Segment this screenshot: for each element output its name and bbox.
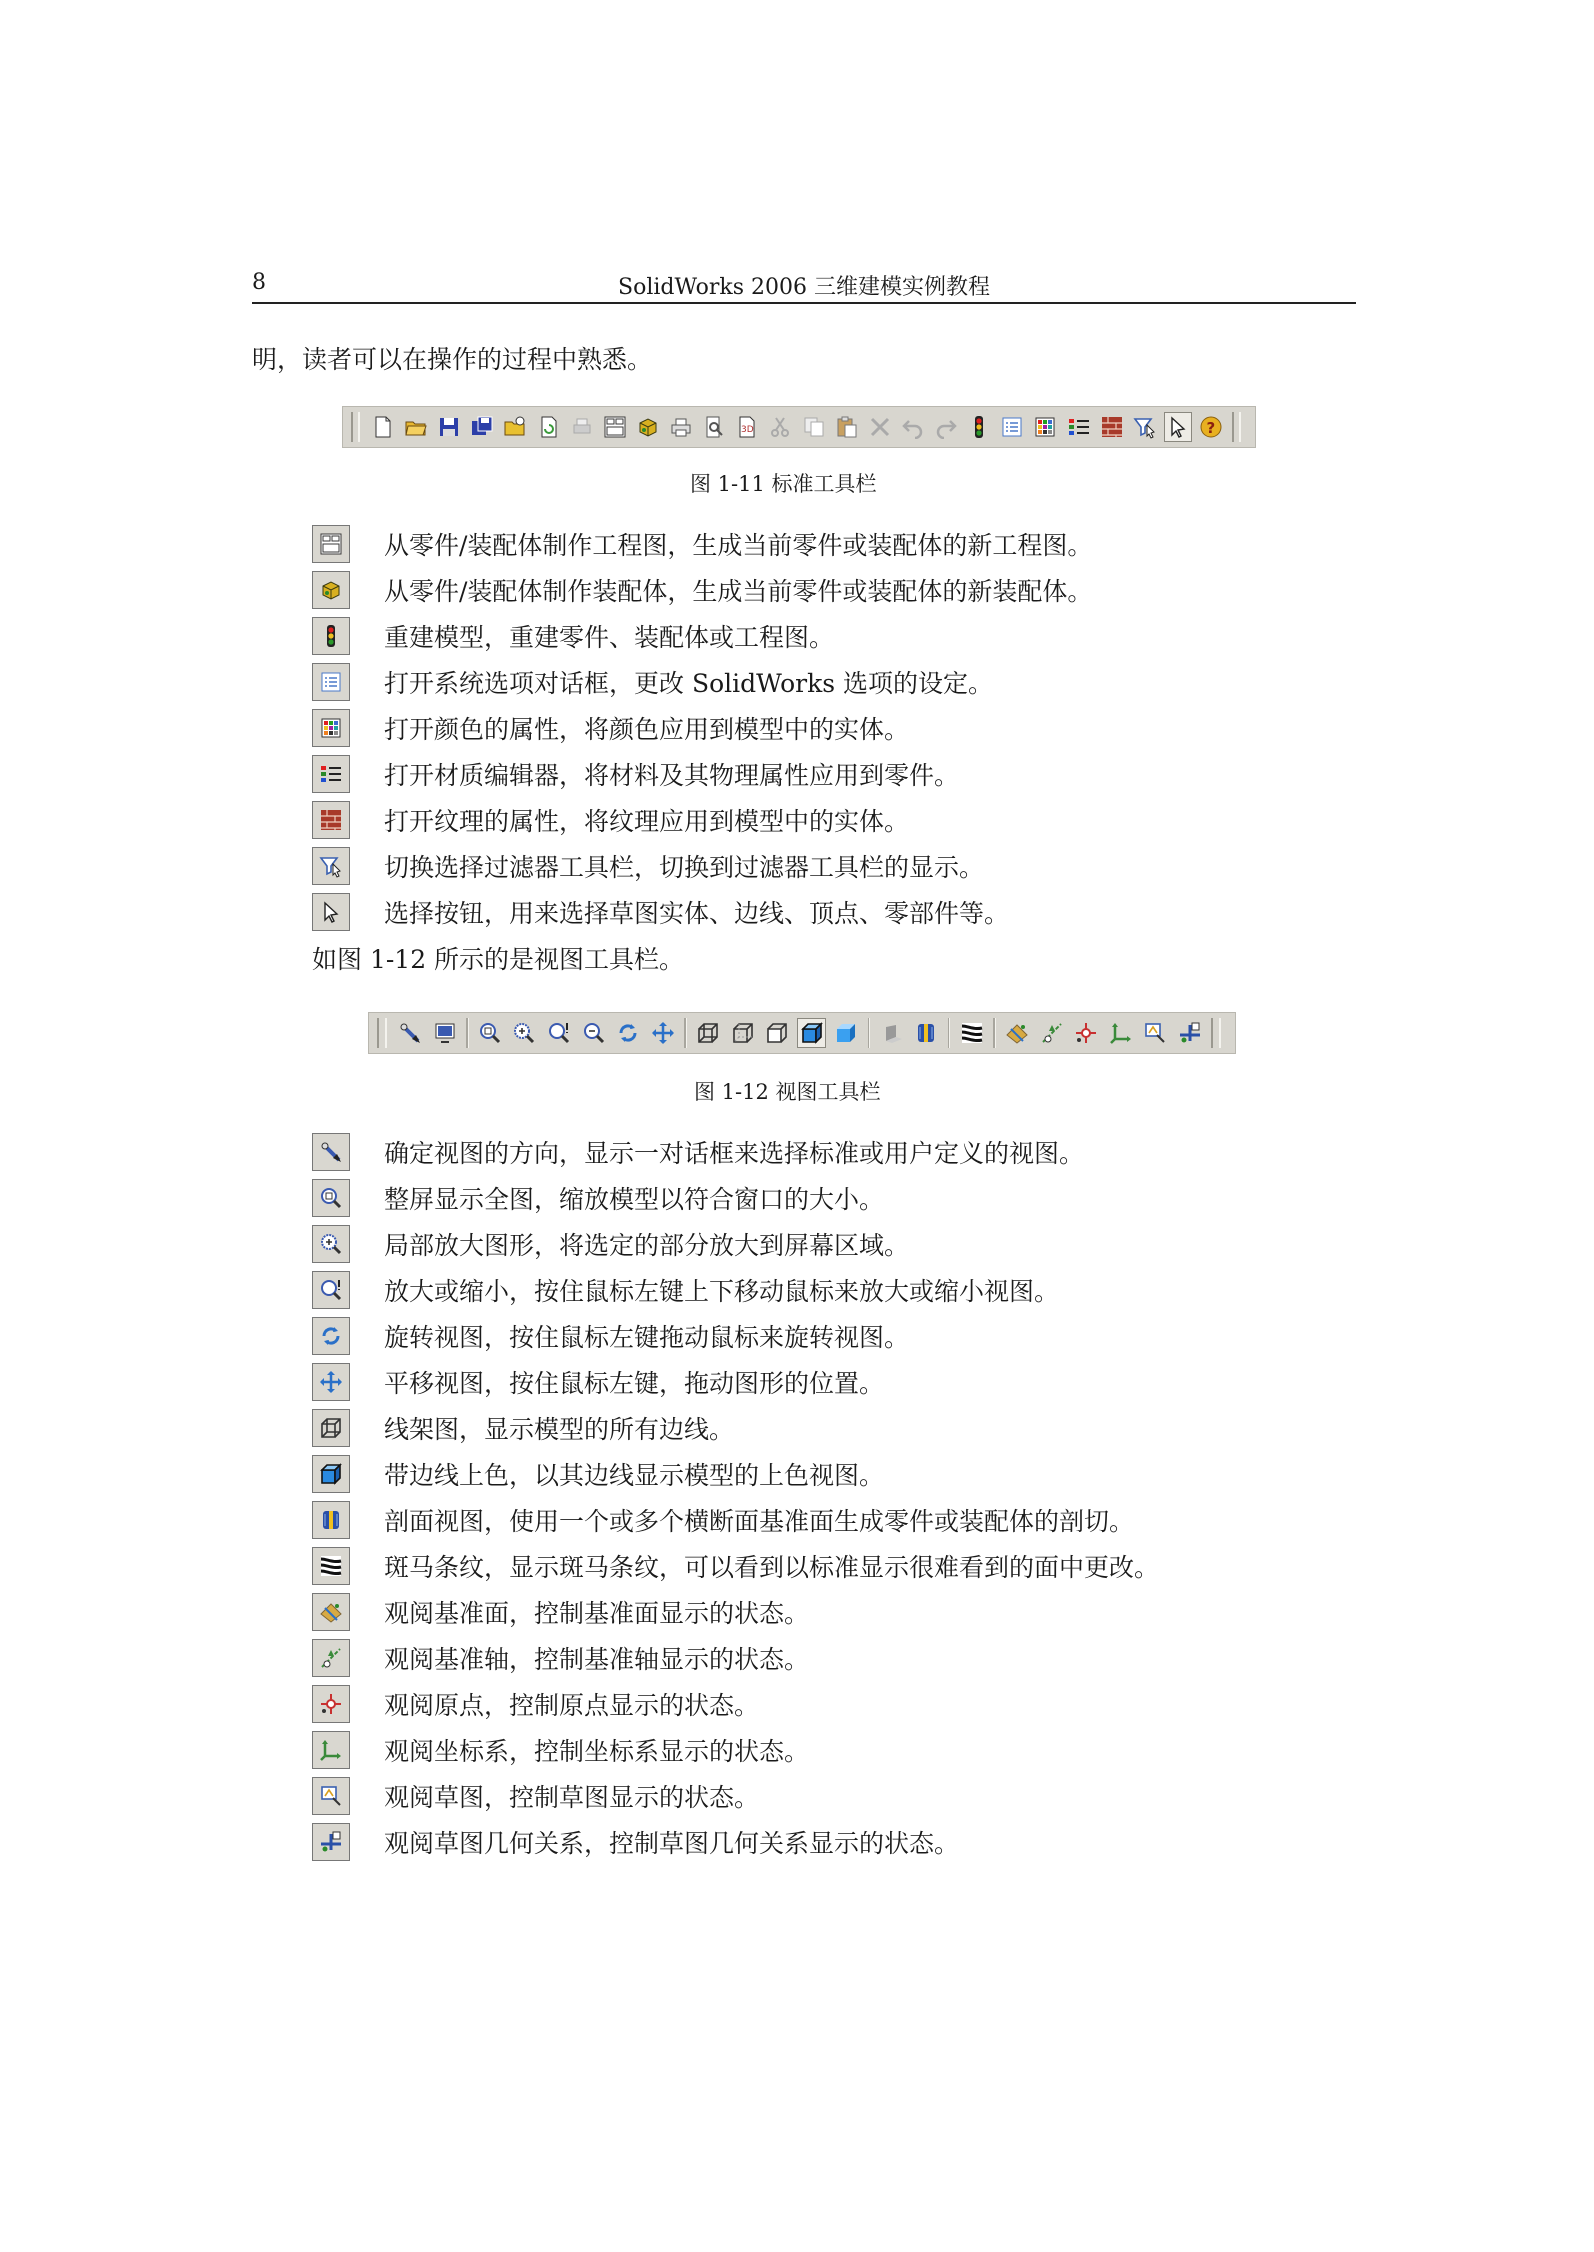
- copy-button[interactable]: [801, 413, 826, 441]
- rebuild-icon: [312, 617, 350, 655]
- shadows-button[interactable]: [878, 1019, 905, 1047]
- make-drawing-icon: [312, 525, 350, 563]
- legend-item: [312, 1682, 759, 1726]
- print-icon: [669, 415, 693, 439]
- previous-view-icon: [433, 1021, 457, 1045]
- legend-item: [312, 706, 909, 750]
- view-planes-icon: [312, 1593, 350, 1631]
- redo-icon: [934, 415, 958, 439]
- 3d-instant-icon: [735, 415, 759, 439]
- hidden-lines-removed-button[interactable]: [764, 1019, 791, 1047]
- cut-icon: [768, 415, 792, 439]
- legend-item: [312, 614, 834, 658]
- figure-caption-1-11: 图 1-11 标准工具栏: [690, 472, 877, 496]
- legend-item: [312, 1820, 959, 1864]
- undo-button[interactable]: [900, 413, 925, 441]
- delete-icon: [868, 415, 892, 439]
- open-folder-icon: [404, 415, 428, 439]
- standard-toolbar: [342, 406, 1256, 448]
- rotate-view-button[interactable]: [615, 1019, 642, 1047]
- edit-material-button[interactable]: [1066, 413, 1091, 441]
- legend-description: 放大或缩小，按住鼠标左键上下移动鼠标来放大或缩小视图。: [384, 1277, 1060, 1306]
- pan-view-icon: [651, 1021, 675, 1045]
- view-axes-icon: [1040, 1021, 1064, 1045]
- legend-item: [312, 752, 959, 796]
- open-recent-icon: [503, 415, 527, 439]
- delete-button[interactable]: [867, 413, 892, 441]
- make-drawing-button[interactable]: [602, 413, 627, 441]
- edit-material-icon: [312, 755, 350, 793]
- rebuild-button[interactable]: [967, 413, 992, 441]
- view-axes-icon: [312, 1639, 350, 1677]
- print-button[interactable]: [669, 413, 694, 441]
- print-disabled-button[interactable]: [569, 413, 594, 441]
- edit-texture-icon: [1100, 415, 1124, 439]
- zoom-to-fit-icon: [478, 1021, 502, 1045]
- legend-description: 观阅草图几何关系，控制草图几何关系显示的状态。: [384, 1829, 960, 1858]
- section-view-icon: [914, 1021, 938, 1045]
- zoom-to-fit-icon: [312, 1179, 350, 1217]
- legend-description: 观阅基准轴，控制基准轴显示的状态。: [384, 1645, 810, 1674]
- rotate-view-icon: [312, 1317, 350, 1355]
- view-orientation-icon: [312, 1133, 350, 1171]
- zoom-in-out-icon: [547, 1021, 571, 1045]
- legend-description: 打开纹理的属性，将纹理应用到模型中的实体。: [384, 807, 910, 836]
- refresh-document-icon: [537, 415, 561, 439]
- edit-material-icon: [1067, 415, 1091, 439]
- new-document-button[interactable]: [370, 413, 395, 441]
- legend-item: [312, 890, 1009, 934]
- legend-item: [312, 1406, 734, 1450]
- legend-description: 从零件/装配体制作装配体，生成当前零件或装配体的新装配体。: [384, 577, 1093, 606]
- view-planes-button[interactable]: [1004, 1019, 1031, 1047]
- view-sketches-button[interactable]: [1142, 1019, 1169, 1047]
- options-button[interactable]: [1000, 413, 1025, 441]
- save-all-button[interactable]: [470, 413, 495, 441]
- options-icon: [312, 663, 350, 701]
- legend-description: 旋转视图，按住鼠标左键拖动鼠标来旋转视图。: [384, 1323, 910, 1352]
- legend-item: [312, 1360, 884, 1404]
- legend-item: [312, 568, 1092, 612]
- zoom-to-area-icon: [312, 1225, 350, 1263]
- select-arrow-icon: [312, 893, 350, 931]
- view-sketches-icon: [1143, 1021, 1167, 1045]
- toolbar-separator: [868, 1018, 871, 1048]
- shaded-icon: [834, 1021, 858, 1045]
- svg-text:?: ?: [1206, 419, 1216, 437]
- legend-description: 确定视图的方向，显示一对话框来选择标准或用户定义的视图。: [384, 1139, 1085, 1168]
- make-assembly-icon: [636, 415, 660, 439]
- toolbar-end-grip: [1232, 412, 1241, 442]
- view-toolbar-intro: 如图 1-12 所示的是视图工具栏。: [312, 945, 685, 974]
- wireframe-icon: [312, 1409, 350, 1447]
- zoom-to-selection-icon: [582, 1021, 606, 1045]
- page-number: 8: [252, 270, 266, 295]
- edit-color-icon: [1033, 415, 1057, 439]
- view-orientation-button[interactable]: [397, 1019, 424, 1047]
- figure-caption-1-12: 图 1-12 视图工具栏: [694, 1080, 881, 1104]
- shaded-with-edges-icon: [312, 1455, 350, 1493]
- view-planes-icon: [1005, 1021, 1029, 1045]
- legend-item: [312, 1636, 809, 1680]
- paste-icon: [835, 415, 859, 439]
- view-origins-icon: [312, 1685, 350, 1723]
- help-icon: [1199, 415, 1223, 439]
- view-sketch-relations-icon: [312, 1823, 350, 1861]
- edit-color-icon: [312, 709, 350, 747]
- zoom-to-fit-button[interactable]: [477, 1019, 504, 1047]
- save-disk-button[interactable]: [437, 413, 462, 441]
- legend-item: [312, 1130, 1084, 1174]
- legend-item: [312, 1222, 909, 1266]
- section-view-icon: [312, 1501, 350, 1539]
- view-origins-button[interactable]: [1073, 1019, 1100, 1047]
- legend-item: [312, 522, 1092, 566]
- view-toolbar: [368, 1012, 1236, 1054]
- print-disabled-icon: [570, 415, 594, 439]
- copy-icon: [802, 415, 826, 439]
- view-coordinate-systems-icon: [312, 1731, 350, 1769]
- select-arrow-icon: [1166, 415, 1190, 439]
- legend-description: 打开系统选项对话框，更改 SolidWorks 选项的设定。: [384, 669, 994, 698]
- legend-item: [312, 1268, 1059, 1312]
- wireframe-button[interactable]: [695, 1019, 722, 1047]
- view-origins-icon: [1074, 1021, 1098, 1045]
- zebra-stripes-icon: [312, 1547, 350, 1585]
- select-arrow-button[interactable]: [1165, 413, 1190, 441]
- legend-description: 整屏显示全图，缩放模型以符合窗口的大小。: [384, 1185, 885, 1214]
- pan-view-button[interactable]: [649, 1019, 676, 1047]
- legend-description: 线架图，显示模型的所有边线。: [384, 1415, 735, 1444]
- legend-item: [312, 660, 993, 704]
- previous-view-button[interactable]: [431, 1019, 458, 1047]
- redo-button[interactable]: [934, 413, 959, 441]
- shaded-with-edges-icon: [800, 1021, 824, 1045]
- cut-button[interactable]: [768, 413, 793, 441]
- print-preview-icon: [702, 415, 726, 439]
- selection-filter-icon: [312, 847, 350, 885]
- selection-filter-button[interactable]: [1132, 413, 1157, 441]
- open-recent-button[interactable]: [503, 413, 528, 441]
- selection-filter-icon: [1133, 415, 1157, 439]
- make-drawing-icon: [603, 415, 627, 439]
- legend-item: [312, 1590, 809, 1634]
- wireframe-icon: [696, 1021, 720, 1045]
- edit-color-button[interactable]: [1033, 413, 1058, 441]
- refresh-document-button[interactable]: [536, 413, 561, 441]
- hidden-lines-visible-button[interactable]: [729, 1019, 756, 1047]
- zebra-stripes-icon: [960, 1021, 984, 1045]
- legend-description: 平移视图，按住鼠标左键，拖动图形的位置。: [384, 1369, 885, 1398]
- view-sketch-relations-button[interactable]: [1177, 1019, 1204, 1047]
- paste-button[interactable]: [834, 413, 859, 441]
- shaded-with-edges-button[interactable]: [798, 1019, 825, 1047]
- legend-item: [312, 1176, 884, 1220]
- save-disk-icon: [437, 415, 461, 439]
- zoom-to-area-icon: [512, 1021, 536, 1045]
- legend-item: [312, 1314, 909, 1358]
- edit-texture-button[interactable]: [1099, 413, 1124, 441]
- toolbar-grip[interactable]: [351, 412, 360, 442]
- print-preview-button[interactable]: [702, 413, 727, 441]
- zoom-to-area-button[interactable]: [511, 1019, 538, 1047]
- legend-description: 斑马条纹，显示斑马条纹，可以看到以标准显示很难看到的面中更改。: [384, 1553, 1160, 1582]
- legend-item: [312, 798, 909, 842]
- running-title: SolidWorks 2006 三维建模实例教程: [618, 275, 990, 300]
- options-icon: [1000, 415, 1024, 439]
- legend-item: [312, 1452, 884, 1496]
- zoom-to-selection-button[interactable]: [580, 1019, 607, 1047]
- legend-description: 选择按钮，用来选择草图实体、边线、顶点、零部件等。: [384, 899, 1010, 928]
- shadows-icon: [880, 1021, 904, 1045]
- view-coordinate-systems-button[interactable]: [1108, 1019, 1135, 1047]
- legend-description: 观阅草图，控制草图显示的状态。: [384, 1783, 760, 1812]
- open-folder-button[interactable]: [404, 413, 429, 441]
- legend-description: 打开颜色的属性，将颜色应用到模型中的实体。: [384, 715, 910, 744]
- legend-description: 观阅坐标系，控制坐标系显示的状态。: [384, 1737, 810, 1766]
- zoom-in-out-button[interactable]: [546, 1019, 573, 1047]
- make-assembly-button[interactable]: [635, 413, 660, 441]
- legend-item: [312, 844, 984, 888]
- header-divider: [252, 302, 1356, 304]
- hidden-lines-removed-icon: [765, 1021, 789, 1045]
- legend-item: [312, 1774, 759, 1818]
- intro-paragraph: 明，读者可以在操作的过程中熟悉。: [252, 345, 653, 374]
- pan-view-icon: [312, 1363, 350, 1401]
- zoom-in-out-icon: [312, 1271, 350, 1309]
- toolbar-end-grip: [1211, 1018, 1221, 1048]
- shaded-button[interactable]: [833, 1019, 860, 1047]
- legend-description: 局部放大图形，将选定的部分放大到屏幕区域。: [384, 1231, 910, 1260]
- view-coordinate-systems-icon: [1109, 1021, 1133, 1045]
- toolbar-grip[interactable]: [377, 1018, 387, 1048]
- legend-description: 带边线上色，以其边线显示模型的上色视图。: [384, 1461, 885, 1490]
- hidden-lines-visible-icon: [731, 1021, 755, 1045]
- section-view-button[interactable]: [913, 1019, 940, 1047]
- legend-item: [312, 1728, 809, 1772]
- toolbar-separator: [948, 1018, 951, 1048]
- view-orientation-icon: [398, 1021, 422, 1045]
- legend-item: [312, 1498, 1134, 1542]
- page-header: [252, 262, 1356, 302]
- legend-item: [312, 1544, 1159, 1588]
- new-document-icon: [371, 415, 395, 439]
- legend-description: 从零件/装配体制作工程图，生成当前零件或装配体的新工程图。: [384, 531, 1093, 560]
- legend-description: 观阅基准面，控制基准面显示的状态。: [384, 1599, 810, 1628]
- legend-description: 打开材质编辑器，将材料及其物理属性应用到零件。: [384, 761, 960, 790]
- rebuild-icon: [967, 415, 991, 439]
- 3d-instant-button[interactable]: [735, 413, 760, 441]
- legend-description: 观阅原点，控制原点显示的状态。: [384, 1691, 760, 1720]
- view-axes-button[interactable]: [1038, 1019, 1065, 1047]
- make-assembly-icon: [312, 571, 350, 609]
- view-sketches-icon: [312, 1777, 350, 1815]
- view-sketch-relations-icon: [1178, 1021, 1202, 1045]
- undo-icon: [901, 415, 925, 439]
- toolbar-separator: [993, 1018, 996, 1048]
- legend-description: 切换选择过滤器工具栏，切换到过滤器工具栏的显示。: [384, 853, 985, 882]
- legend-description: 剖面视图，使用一个或多个横断面基准面生成零件或装配体的剖切。: [384, 1507, 1135, 1536]
- edit-texture-icon: [312, 801, 350, 839]
- toolbar-separator: [466, 1018, 469, 1048]
- svg-text:3D: 3D: [741, 425, 754, 435]
- legend-description: 重建模型，重建零件、装配体或工程图。: [384, 623, 835, 652]
- help-button[interactable]: [1199, 413, 1224, 441]
- rotate-view-icon: [616, 1021, 640, 1045]
- toolbar-separator: [684, 1018, 687, 1048]
- save-all-icon: [470, 415, 494, 439]
- zebra-stripes-button[interactable]: [958, 1019, 985, 1047]
